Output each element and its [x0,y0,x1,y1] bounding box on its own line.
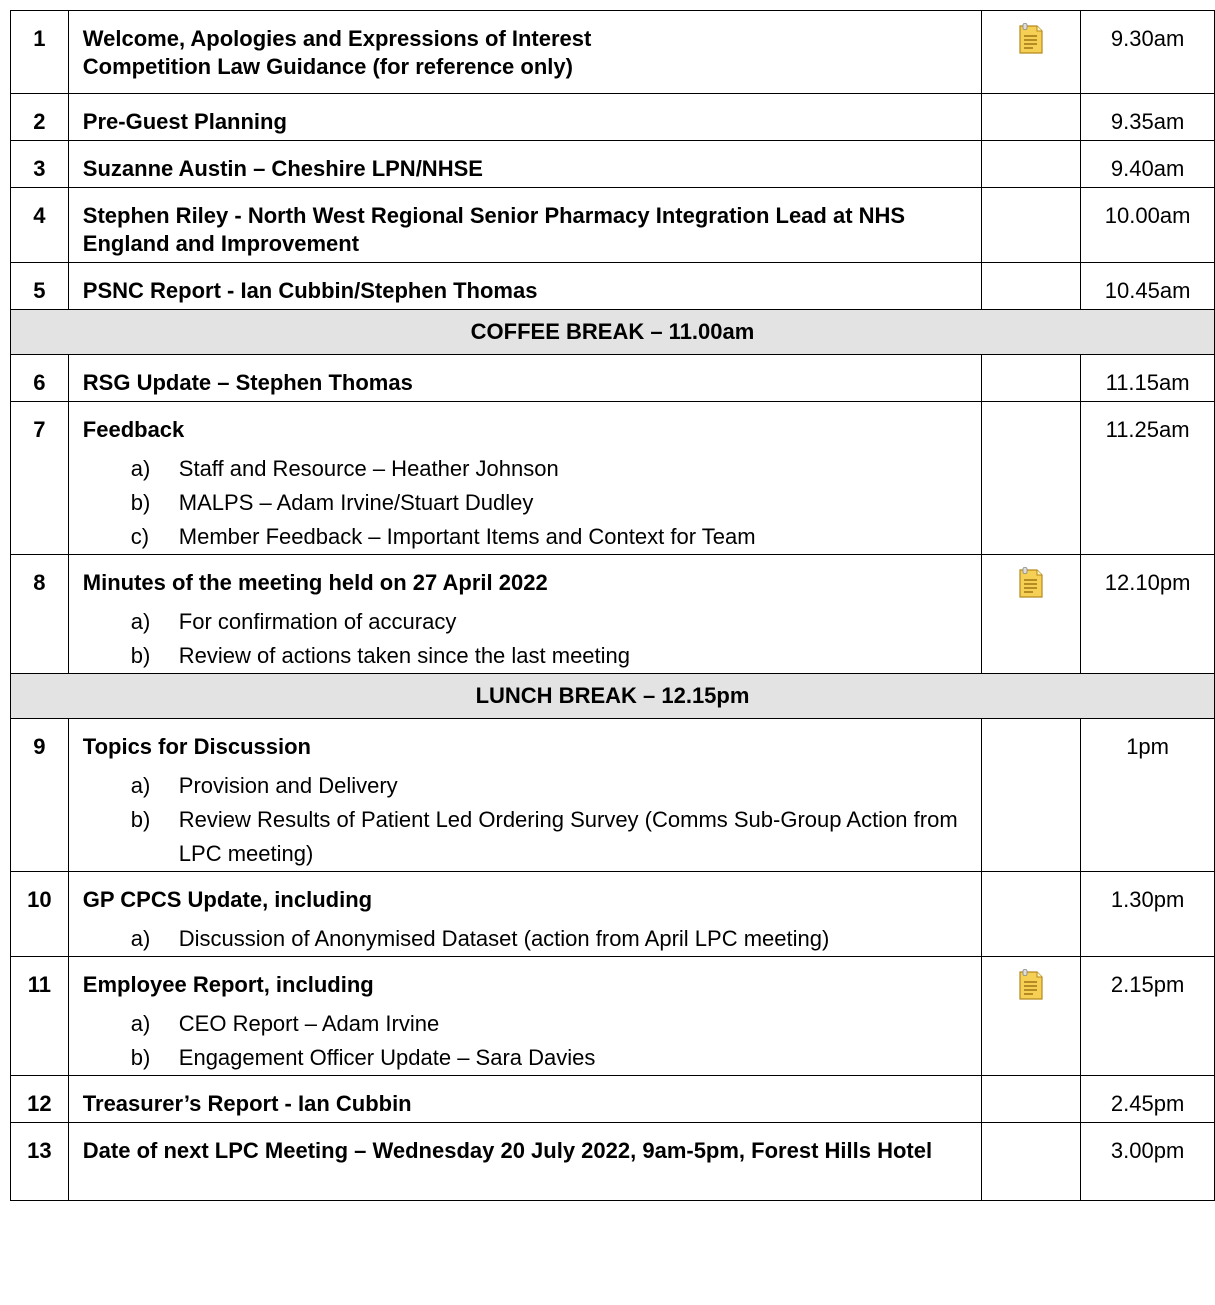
agenda-row [11,402,1215,555]
agenda-row [11,719,1215,872]
item-title: Feedback [82,417,185,442]
item-time: 9.30am [1081,11,1215,94]
sub-item [131,520,967,554]
sub-item-letter: b) [130,490,151,515]
item-title: Employee Report, including [82,972,374,997]
agenda-row [11,1076,1215,1123]
sub-item-letter: a) [130,1011,151,1036]
sub-item-text: Engagement Officer Update – Sara Davies [178,1045,596,1070]
agenda-row [11,11,1215,94]
sub-item [131,803,967,871]
item-time: 9.35am [1081,94,1215,141]
item-description [68,141,981,188]
item-description [68,555,981,674]
break-row [11,310,1215,355]
item-time: 2.15pm [1081,957,1215,1076]
sub-item-text: Review Results of Patient Led Ordering Survey (Comms Sub-Group Action from LPC meeting) [178,807,958,866]
item-description [68,719,981,872]
sub-item-list [83,1007,967,1075]
item-description [68,1123,981,1201]
item-title: Treasurer’s Report - Ian Cubbin [82,1091,412,1116]
item-time: 1pm [1081,719,1215,872]
sub-item [131,1041,967,1075]
item-number: 13 [11,1123,69,1201]
item-description [68,355,981,402]
document-icon[interactable] [1018,969,1044,1008]
item-number: 9 [11,719,69,872]
item-time: 10.00am [1081,188,1215,263]
item-number: 4 [11,188,69,263]
sub-item-text: Review of actions taken since the last meeting [178,643,631,668]
sub-item-text: Discussion of Anonymised Dataset (action from April LPC meeting) [178,926,830,951]
agenda-row [11,355,1215,402]
item-time: 11.25am [1081,402,1215,555]
agenda-row [11,188,1215,263]
item-title: Minutes of the meeting held on 27 April 2022 [82,570,548,595]
sub-item-letter: a) [130,926,151,951]
sub-item-letter: b) [130,807,151,832]
sub-item-text: For confirmation of accuracy [178,609,457,634]
item-number: 3 [11,141,69,188]
item-description [68,1076,981,1123]
attachment-cell [981,719,1081,872]
sub-item-list [83,605,967,673]
agenda-row [11,141,1215,188]
item-title: Suzanne Austin – Cheshire LPN/NHSE [82,156,483,181]
attachment-cell [981,957,1081,1076]
sub-item-letter: c) [130,524,150,549]
item-time: 12.10pm [1081,555,1215,674]
sub-item [131,486,967,520]
attachment-cell [981,1123,1081,1201]
sub-item-list [83,452,967,554]
attachment-cell [981,263,1081,310]
sub-item-text: Provision and Delivery [178,773,398,798]
item-number: 10 [11,872,69,957]
item-number: 1 [11,11,69,94]
item-time: 10.45am [1081,263,1215,310]
attachment-cell [981,188,1081,263]
sub-item-text: Staff and Resource – Heather Johnson [178,456,559,481]
sub-item [131,639,967,673]
item-description [68,263,981,310]
document-icon[interactable] [1018,23,1044,62]
item-time: 9.40am [1081,141,1215,188]
break-label: COFFEE BREAK – 11.00am [11,310,1215,355]
item-description [68,94,981,141]
item-description [68,11,981,94]
agenda-row [11,1123,1215,1201]
sub-item-letter: a) [130,773,151,798]
agenda-row [11,263,1215,310]
document-icon[interactable] [1018,567,1044,606]
item-description [68,402,981,555]
item-title: GP CPCS Update, including [82,887,373,912]
break-row [11,674,1215,719]
item-title: Date of next LPC Meeting – Wednesday 20 July 2022, 9am-5pm, Forest Hills Hotel [82,1138,933,1163]
attachment-cell [981,555,1081,674]
sub-item [131,452,967,486]
sub-item-text: CEO Report – Adam Irvine [178,1011,440,1036]
agenda-table-container [10,10,1215,1201]
sub-item-text: MALPS – Adam Irvine/Stuart Dudley [178,490,534,515]
item-number: 11 [11,957,69,1076]
item-title: Topics for Discussion [82,734,311,759]
item-time: 2.45pm [1081,1076,1215,1123]
sub-item [131,1007,967,1041]
sub-item-text: Member Feedback – Important Items and Context for Team [178,524,756,549]
sub-item [131,769,967,803]
item-number: 12 [11,1076,69,1123]
item-title: Pre-Guest Planning [82,109,287,134]
attachment-cell [981,11,1081,94]
agenda-row [11,94,1215,141]
attachment-cell [981,1076,1081,1123]
attachment-cell [981,94,1081,141]
agenda-row [11,872,1215,957]
sub-item-letter: a) [130,609,151,634]
item-number: 8 [11,555,69,674]
item-description [68,957,981,1076]
item-title: RSG Update – Stephen Thomas [82,370,413,395]
item-number: 5 [11,263,69,310]
attachment-cell [981,872,1081,957]
sub-item-letter: a) [130,456,151,481]
item-description [68,872,981,957]
agenda-table [10,10,1215,1201]
attachment-cell [981,141,1081,188]
item-time: 11.15am [1081,355,1215,402]
item-title: Stephen Riley - North West Regional Senior Pharmacy Integration Lead at NHS England and Improvement [82,203,906,256]
item-number: 2 [11,94,69,141]
sub-item [131,922,967,956]
sub-item [131,605,967,639]
sub-item-list [83,922,967,956]
item-time: 3.00pm [1081,1123,1215,1201]
break-label: LUNCH BREAK – 12.15pm [11,674,1215,719]
item-number: 6 [11,355,69,402]
sub-item-letter: b) [130,1045,151,1070]
agenda-row [11,957,1215,1076]
item-time: 1.30pm [1081,872,1215,957]
sub-item-letter: b) [130,643,151,668]
item-title: Competition Law Guidance (for reference only) [82,54,573,79]
item-number: 7 [11,402,69,555]
sub-item-list [83,769,967,871]
agenda-row [11,555,1215,674]
item-description [68,188,981,263]
item-title: PSNC Report - Ian Cubbin/Stephen Thomas [82,278,538,303]
attachment-cell [981,402,1081,555]
item-title: Welcome, Apologies and Expressions of Interest [82,26,592,51]
attachment-cell [981,355,1081,402]
